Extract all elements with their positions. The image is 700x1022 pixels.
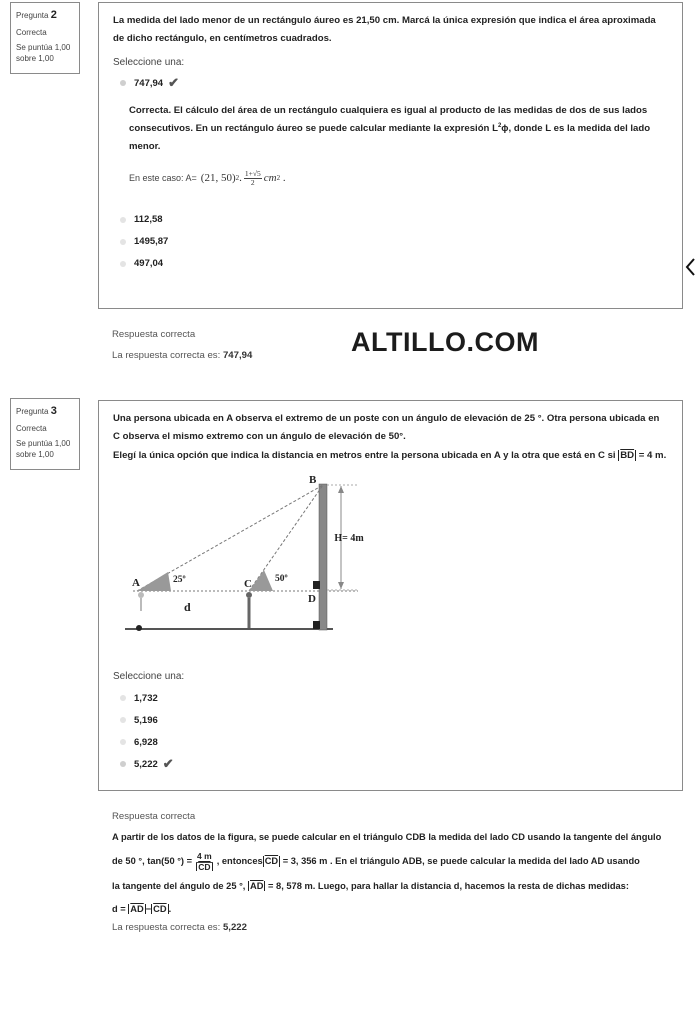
answer-option[interactable]: 6,928 [113, 731, 174, 753]
check-icon: ✔ [168, 75, 179, 91]
radio-button[interactable] [120, 739, 126, 745]
radio-button[interactable] [120, 239, 126, 245]
question-score: Se puntúa 1,00 sobre 1,00 [16, 42, 71, 64]
question-text-2: Elegí la única opción que indica la distancia en metros entre la persona ubicada en A y la otra que está en C si $\overline{BD} = 4$ m. [113, 450, 667, 462]
question-status: Correcta [16, 423, 47, 433]
question-score: Se puntúa 1,00 sobre 1,00 [16, 438, 71, 460]
answer-option[interactable]: 1495,87 [113, 231, 668, 253]
radio-button[interactable] [120, 261, 126, 267]
radio-button[interactable] [120, 717, 126, 723]
label-c: C [244, 578, 252, 590]
correct-answer: La respuesta correcta es: 747,94 [112, 350, 253, 361]
question-info-3 [10, 398, 80, 470]
label-angle-c: 50º [275, 574, 288, 584]
radio-button[interactable] [120, 695, 126, 701]
select-label: Seleccione una: [113, 671, 185, 682]
chevron-left-icon[interactable] [683, 256, 699, 278]
person-c-icon [246, 592, 252, 598]
answer-option[interactable]: 497,04 [113, 253, 668, 275]
label-dist: d [184, 600, 191, 614]
correct-answer: La respuesta correcta es: 5,222 [112, 922, 247, 933]
radio-button[interactable] [120, 217, 126, 223]
label-d: D [308, 593, 316, 605]
question-number: Pregunta 2 [16, 9, 57, 21]
label-angle-a: 25º [173, 575, 186, 585]
answer-option[interactable]: 747,94 ✔ [113, 72, 668, 94]
result-label: Respuesta correcta [112, 329, 196, 340]
question-box-3 [98, 400, 683, 791]
geometry-figure [113, 471, 373, 636]
question-box-2 [98, 2, 683, 309]
label-b: B [309, 474, 317, 486]
answer-option[interactable]: 1,732 [113, 687, 174, 709]
feedback: Correcta. El cálculo del área de un rectángulo cualquiera es igual al producto de las medidas de dos de sus lados consecutivos. En un rectángulo áureo se puede calcular mediante la expresión $L^2\phi$, donde L es la medida del lado menor. En este caso: A= (21, 50) 2 . $\frac{1+√5}{2}$ cm 2 . [113, 102, 668, 186]
question-text: Una persona ubicada en A observa el extremo de un poste con un ángulo de elevación de 25 °. Otra persona ubicada en C observa el mismo extremo con un ángulo de elevación de 50°. [113, 413, 660, 442]
label-height: H= 4m [334, 533, 364, 544]
question-info-2 [10, 2, 80, 74]
answer-option[interactable]: 5,196 [113, 709, 174, 731]
watermark-logo: ALTILLO.COM [351, 327, 539, 357]
label-a: A [132, 577, 140, 589]
answer-option[interactable]: 112,58 [113, 209, 668, 231]
explanation: A partir de los datos de la figura, se puede calcular en el triángulo CDB la medida del lado CD usando la tangente del ángulo de 50 °, tan(50 °) = $\frac{4 m}{CD}$ , entonces $\overline{CD}$ = 3, 356 m . En el triángulo ADB, se puede calcular la medida del lado AD usando la tangente del ángulo de 25 °, $\overline{AD} = 8$, 578 m. Luego, para hallar la distancia d, hacemos la resta de dichas medidas: $d = \overline{AD} - \overline{CD}$ . [112, 832, 662, 914]
question-number: Pregunta 3 [16, 405, 57, 417]
select-label: Seleccione una: [113, 57, 185, 69]
check-icon: ✔ [162, 756, 174, 771]
radio-button[interactable] [120, 80, 126, 86]
question-text: La medida del lado menor de un rectángulo áureo es 21,50 cm. Marcá la única expresión que indica el área aproximada de dicho rectángulo, en centímetros cuadrados. [113, 15, 656, 44]
person-a-icon [138, 592, 144, 598]
answer-option[interactable]: 5,222 ✔ [113, 753, 174, 775]
formula: En este caso: A= (21, 50) 2 . $\frac{1+√5}{2}$ cm 2 . [129, 168, 286, 188]
result-label: Respuesta correcta [112, 811, 196, 822]
radio-button[interactable] [120, 761, 126, 767]
question-status: Correcta [16, 27, 47, 37]
